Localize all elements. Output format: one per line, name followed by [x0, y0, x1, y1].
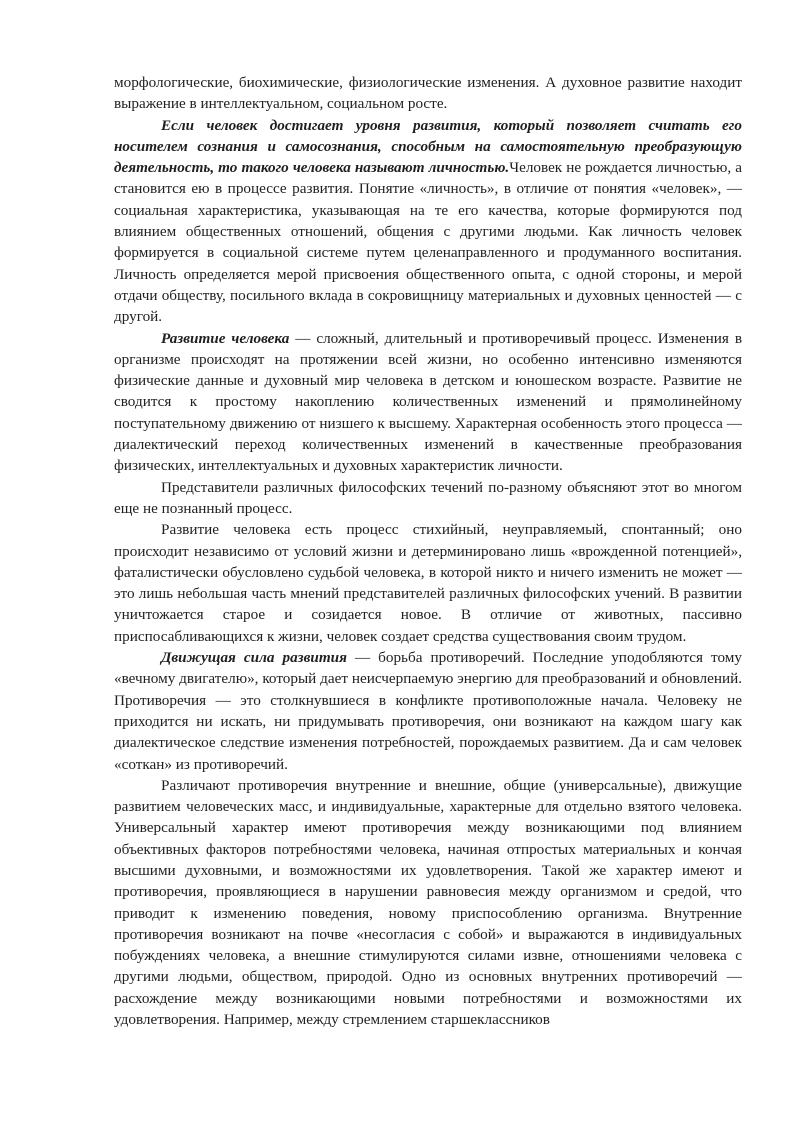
paragraph-text: Развитие человека есть процесс стихийный, неуправляемый, спонтанный; оно происходит независимо от условий жизни и детерминировано лишь «врожденной потенцией», фаталистически обусловлено судьбой человека, в которой никто и ничего изменить не может — это лишь небольшая часть мнений представителей различных философских учений. В развитии уничтожается старое и созидается новое. В отличие от животных, пассивно приспосабливающихся к жизни, человек создает средства существования своим трудом. [114, 521, 742, 645]
paragraph-lead-emphasis: Развитие человека [161, 329, 290, 347]
paragraph [114, 115, 742, 328]
paragraph-text: Человек не рождается личностью, а становится ею в процессе развития. Понятие «личность», в отличие от понятия «человек», — социальная характеристика, указывающая на те его качества, которые формируются под влиянием общественных отношений, общения с другими людьми. Как личность человек формируется в социальной системе путем целенаправленного и продуманного воспитания. Личность определяется мерой присвоения общественного опыта, с одной стороны, и мерой отдачи обществу, посильного вклада в сокровищницу материальных и духовных ценностей — с другой. [114, 159, 742, 326]
paragraph-text: морфологические, биохимические, физиологические изменения. А духовное развитие находит выражение в интеллектуальном, социальном росте. [114, 74, 742, 113]
paragraph [114, 647, 742, 775]
paragraph-text: — борьба противоречий. Последние уподобляются тому «вечному двигателю», который дает неисчерпаемую энергию для преобразований и обновлений. Противоречия — это столкнувшиеся в конфликте противоположные начала. Человеку не приходится ни искать, ни придумывать противоречия, они возникают на каждом шагу как диалектическое следствие изменения потребностей, порождаемых развитием. Да и сам человек «соткан» из противоречий. [114, 649, 742, 773]
paragraph [114, 477, 742, 520]
paragraph [114, 328, 742, 477]
paragraph-text: Различают противоречия внутренние и внешние, общие (универсальные), движущие развитием человеческих масс, и индивидуальные, характерные для отдельно взятого человека. Универсальный характер имеют противоречия между возникающими под влиянием объективных факторов потребностями человека, начиная отпростых материальных и кончая высшими духовными, и возможностями их удовлетворения. Такой же характер имеют и противоречия, проявляющиеся в нарушении равновесия между организмом и средой, что приводит к изменению поведения, новому приспособлению организма. Внутренние противоречия возникают на почве «несогласия с собой» и выражаются в индивидуальных побуждениях человека, а внешние стимулируются силами извне, отношениями человека с другими людьми, обществом, природой. Одно из основных внутренних противоречий — расхождение между возникающими новыми потребностями и возможностями их удовлетворения. Например, между стремлением старшеклассников [114, 776, 742, 1029]
paragraph-text: — сложный, длительный и противоречивый процесс. Изменения в организме происходят на протяжении всей жизни, но особенно интенсивно изменяются физические данные и духовный мир человека в детском и юношеском возрасте. Развитие не сводится к простому накоплению количественных изменений и прямолинейному поступательному движению от низшего к высшему. Характерная особенность этого процесса — диалектический переход количественных изменений в качественные преобразования физических, интеллектуальных и духовных характеристик личности. [114, 329, 742, 475]
paragraph-lead-emphasis: Если человек достигает уровня развития, который позволяет считать его носителем сознания и самосознания, способным на самостоятельную преобразующую деятельность, то такого человека называют личностью. [114, 116, 742, 177]
paragraph [114, 72, 742, 115]
paragraph-lead-emphasis: Движущая сила развития [161, 649, 347, 667]
document-page [114, 72, 742, 1030]
paragraph [114, 775, 742, 1031]
paragraph-text: Представители различных философских течений по-разному объясняют этот во многом еще не познанный процесс. [114, 478, 742, 517]
paragraph [114, 519, 742, 647]
